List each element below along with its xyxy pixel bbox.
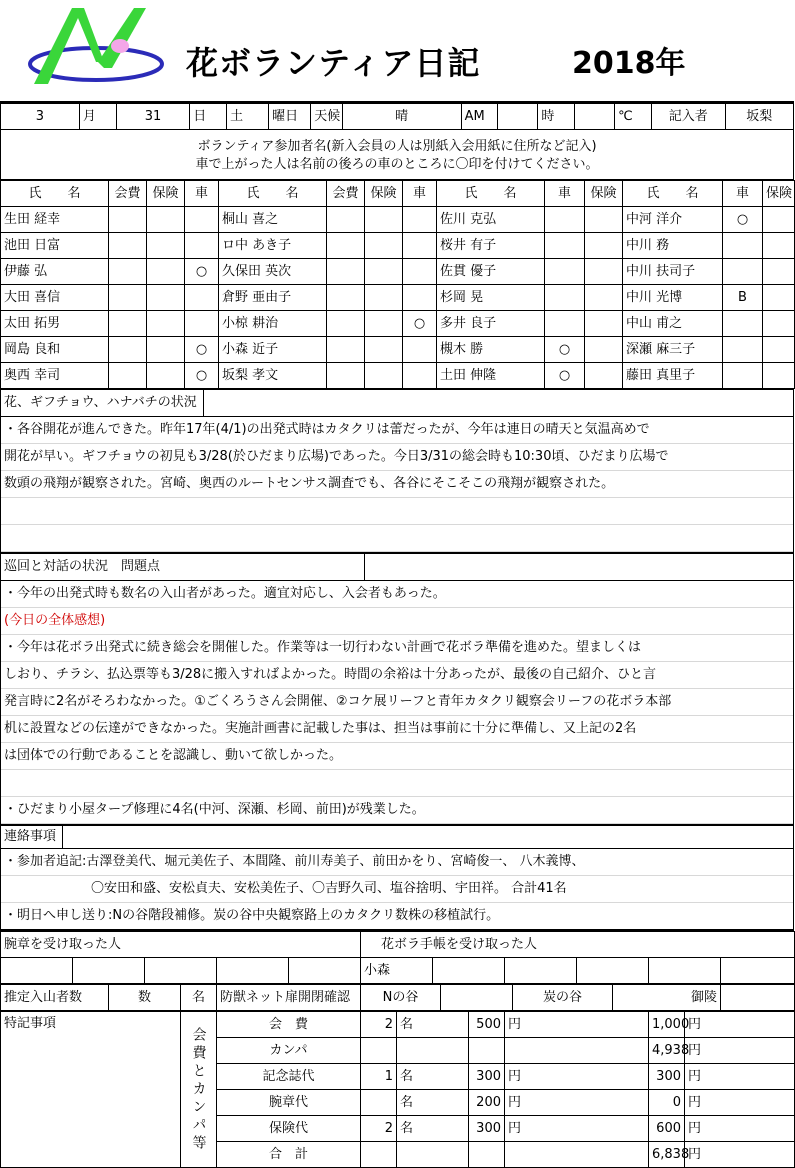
member-car	[545, 207, 585, 233]
member-insurance	[763, 363, 795, 389]
member-car	[403, 207, 437, 233]
participants-note	[0, 130, 794, 180]
member-name: 大田 喜信	[1, 285, 109, 311]
member-insurance	[147, 311, 185, 337]
recorder-value: 坂梨	[725, 104, 794, 130]
name-header: 氏 名	[1, 181, 109, 207]
year-label: 2018年	[572, 46, 686, 81]
fee-header: 会費	[109, 181, 147, 207]
flowers-section	[0, 389, 794, 931]
member-insurance	[763, 259, 795, 285]
fee-price: 300	[469, 1116, 505, 1142]
armband-cell	[73, 958, 145, 984]
participants-note-line1: ボランティア参加者名(新入会員の人は別紙入会用紙に住所など記入)	[197, 139, 597, 154]
member-name: 中川 光博	[623, 285, 723, 311]
member-name: 中川 務	[623, 233, 723, 259]
member-car	[545, 311, 585, 337]
member-name: 奥西 幸司	[1, 363, 109, 389]
member-insurance	[585, 207, 623, 233]
patrol-line: 発言時に2名がそろわなかった。①ごくろうさん会開催、②コケ展リーフと青年カタクリ観察会リーフの花ボラ本部	[1, 689, 793, 716]
header	[0, 0, 794, 103]
fee-price-unit: 円	[505, 1116, 649, 1142]
entry-unit: 名	[181, 985, 217, 1011]
member-insurance	[147, 363, 185, 389]
fee-price: 300	[469, 1064, 505, 1090]
entry-table	[0, 984, 795, 1011]
contact-line: ・参加者追記:古澤登美代、堀元美佐子、本間隆、前川寿美子、前田かをり、宮崎俊一、 八木義博、	[1, 849, 793, 876]
flowers-heading: 花、ギフチョウ、ハナバチの状況	[1, 389, 793, 417]
fee-total: 600	[649, 1116, 685, 1142]
member-name: 岡島 良和	[1, 337, 109, 363]
member-name: 中河 洋介	[623, 207, 723, 233]
member-insurance	[585, 337, 623, 363]
fee-qty-unit: 名	[397, 1116, 469, 1142]
member-insurance	[585, 363, 623, 389]
member-insurance	[365, 285, 403, 311]
member-name: 池田 日富	[1, 233, 109, 259]
month-label: 月	[79, 104, 116, 130]
member-insurance	[147, 337, 185, 363]
member-row	[1, 207, 795, 233]
member-car	[403, 337, 437, 363]
member-row	[1, 311, 795, 337]
member-insurance	[585, 233, 623, 259]
page-title: 花ボランティア日記	[186, 44, 481, 82]
member-car: ○	[185, 363, 219, 389]
name-header: 氏 名	[219, 181, 327, 207]
member-insurance	[585, 259, 623, 285]
fee-item: 会 費	[217, 1012, 361, 1038]
contact-line: 〇安田和盛、安松貞夫、安松美佐子、〇吉野久司、塩谷捨明、宇田祥。 合計41名	[1, 876, 793, 903]
member-insurance	[585, 311, 623, 337]
fee-qty-unit: 名	[397, 1064, 469, 1090]
member-row	[1, 337, 795, 363]
member-car	[723, 363, 763, 389]
members-header-row	[1, 181, 795, 207]
patrol-line: は団体での行動であることを認識し、動いて欲しかった。	[1, 743, 793, 770]
members-table	[0, 180, 795, 389]
fee-total-unit: 円	[685, 1090, 795, 1116]
net-check-label: 防獣ネット扉開閉確認	[217, 985, 361, 1011]
fee-price-unit	[505, 1038, 649, 1064]
participants-note-line2: 車で上がった人は名前の後ろの車のところに〇印を付けてください。	[195, 157, 599, 172]
member-car	[185, 285, 219, 311]
n-valley-value	[441, 985, 513, 1011]
member-car: ○	[403, 311, 437, 337]
member-name: 藤田 真里子	[623, 363, 723, 389]
car-header: 車	[403, 181, 437, 207]
member-fee	[109, 285, 147, 311]
member-fee	[327, 207, 365, 233]
blank-line	[1, 525, 793, 552]
fees-vertical-label: 会費とカンパ等	[181, 1012, 217, 1168]
ampm-value: AM	[461, 104, 498, 130]
member-name: 倉野 亜由子	[219, 285, 327, 311]
insurance-header: 保険	[365, 181, 403, 207]
member-car	[723, 337, 763, 363]
fee-qty: 2	[361, 1012, 397, 1038]
day-value: 31	[116, 104, 190, 130]
entry-count-word: 数	[109, 985, 181, 1011]
fee-item: 保険代	[217, 1116, 361, 1142]
member-row	[1, 259, 795, 285]
fee-qty	[361, 1090, 397, 1116]
member-name: 桐山 喜之	[219, 207, 327, 233]
member-insurance	[365, 259, 403, 285]
member-car	[723, 233, 763, 259]
armband-label: 腕章を受け取った人	[1, 932, 361, 958]
fee-total: 300	[649, 1064, 685, 1090]
fee-total: 6,838	[649, 1142, 685, 1168]
weekday-label: 曜日	[269, 104, 311, 130]
member-name: 生田 経幸	[1, 207, 109, 233]
member-name: 佐川 克弘	[437, 207, 545, 233]
member-insurance	[365, 311, 403, 337]
member-name: 杉岡 晃	[437, 285, 545, 311]
fee-total: 4,938	[649, 1038, 685, 1064]
member-fee	[327, 285, 365, 311]
sumi-valley-label: 炭の谷	[513, 985, 613, 1011]
fee-price-unit	[505, 1142, 649, 1168]
month-value: 3	[1, 104, 80, 130]
member-insurance	[763, 207, 795, 233]
special-notes: 特記事項	[1, 1012, 181, 1168]
date-row	[0, 103, 794, 130]
impression-label: (今日の全体感想)	[1, 608, 793, 635]
member-row	[1, 363, 795, 389]
member-name: 久保田 英次	[219, 259, 327, 285]
recorder-label: 記入者	[651, 104, 725, 130]
goryo-label: 御陵	[613, 985, 721, 1011]
member-insurance	[147, 259, 185, 285]
fee-total-unit: 円	[685, 1116, 795, 1142]
member-name: 太田 拓男	[1, 311, 109, 337]
member-car	[403, 363, 437, 389]
member-fee	[327, 363, 365, 389]
entry-count-label: 推定入山者数	[1, 985, 109, 1011]
fee-total-unit: 円	[685, 1142, 795, 1168]
member-car	[185, 207, 219, 233]
logo-icon	[26, 4, 166, 96]
fee-qty	[361, 1142, 397, 1168]
patrol-line: ・今年の出発式時も数名の入山者があった。適宜対応し、入会者もあった。	[1, 581, 793, 608]
member-car	[185, 233, 219, 259]
member-insurance	[365, 363, 403, 389]
member-car	[545, 259, 585, 285]
member-car	[403, 259, 437, 285]
member-name: ロ中 あき子	[219, 233, 327, 259]
notebook-cell	[649, 958, 721, 984]
fee-price-unit: 円	[505, 1012, 649, 1038]
member-car: ○	[723, 207, 763, 233]
member-car: B	[723, 285, 763, 311]
fee-header: 会費	[327, 181, 365, 207]
fees-table	[0, 1011, 795, 1168]
armband-cell	[1, 958, 73, 984]
member-car	[403, 233, 437, 259]
member-fee	[109, 259, 147, 285]
member-fee	[327, 259, 365, 285]
fee-item: 腕章代	[217, 1090, 361, 1116]
member-row	[1, 285, 795, 311]
member-insurance	[365, 233, 403, 259]
patrol-line: ・ひだまり小屋タープ修理に4名(中河、深瀬、杉岡、前田)が残業した。	[1, 797, 793, 824]
notebook-cell	[577, 958, 649, 984]
patrol-heading: 巡回と対話の状況 問題点	[1, 552, 793, 581]
member-car: ○	[185, 337, 219, 363]
fee-price: 200	[469, 1090, 505, 1116]
member-insurance	[763, 285, 795, 311]
fee-total-unit: 円	[685, 1064, 795, 1090]
fee-item: 記念誌代	[217, 1064, 361, 1090]
patrol-line: しおり、チラシ、払込票等も3/28に搬入すればよかった。時間の余裕は十分あったが、最後の自己紹介、ひと言	[1, 662, 793, 689]
hour-value	[498, 104, 538, 130]
member-insurance	[763, 337, 795, 363]
fee-total-unit: 円	[685, 1038, 795, 1064]
member-name: 槻木 勝	[437, 337, 545, 363]
hour-label: 時	[538, 104, 575, 130]
member-insurance	[763, 233, 795, 259]
contact-heading: 連絡事項	[1, 824, 793, 849]
member-name: 深瀬 麻三子	[623, 337, 723, 363]
fee-qty-unit: 名	[397, 1090, 469, 1116]
member-fee	[109, 207, 147, 233]
fee-qty	[361, 1038, 397, 1064]
member-insurance	[365, 337, 403, 363]
patrol-line: ・今年は花ボラ出発式に続き総会を開催した。作業等は一切行わない計画で花ボラ準備を進めた。望ましくは	[1, 635, 793, 662]
fee-qty-unit: 名	[397, 1012, 469, 1038]
fee-price-unit: 円	[505, 1090, 649, 1116]
temp-value	[575, 104, 615, 130]
insurance-header: 保険	[147, 181, 185, 207]
member-name: 小森 近子	[219, 337, 327, 363]
member-name: 伊藤 弘	[1, 259, 109, 285]
member-name: 土田 伸隆	[437, 363, 545, 389]
notebook-cell	[505, 958, 577, 984]
member-fee	[109, 363, 147, 389]
flowers-line: ・各谷開花が進んできた。昨年17年(4/1)の出発式時はカタクリは蕾だったが、今年は連日の晴天と気温高めで	[1, 417, 793, 444]
member-car	[545, 233, 585, 259]
insurance-header: 保険	[763, 181, 795, 207]
insurance-header: 保険	[585, 181, 623, 207]
fee-total-unit: 円	[685, 1012, 795, 1038]
member-name: 中山 甫之	[623, 311, 723, 337]
member-car	[185, 311, 219, 337]
n-valley-label: Nの谷	[361, 985, 441, 1011]
notebook-cell	[433, 958, 505, 984]
goryo-value	[721, 985, 795, 1011]
member-fee	[109, 233, 147, 259]
member-fee	[109, 337, 147, 363]
member-car	[723, 259, 763, 285]
notebook-cell	[721, 958, 795, 984]
member-row	[1, 233, 795, 259]
member-name: 桜井 有子	[437, 233, 545, 259]
member-name: 多井 良子	[437, 311, 545, 337]
temp-label: ℃	[615, 104, 652, 130]
member-name: 坂梨 孝文	[219, 363, 327, 389]
member-name: 中川 扶司子	[623, 259, 723, 285]
car-header: 車	[185, 181, 219, 207]
day-label: 日	[190, 104, 227, 130]
fee-price	[469, 1038, 505, 1064]
weather-value: 晴	[342, 104, 461, 130]
weekday-value: 土	[227, 104, 269, 130]
weather-label: 天候	[311, 104, 343, 130]
fee-total: 1,000	[649, 1012, 685, 1038]
flowers-line: 開花が早い。ギフチョウの初見も3/28(於ひだまり広場)であった。今日3/31の総会時も10:30頃、ひだまり広場で	[1, 444, 793, 471]
fee-item: 合 計	[217, 1142, 361, 1168]
fee-price	[469, 1142, 505, 1168]
armband-cell	[289, 958, 361, 984]
contact-line: ・明日へ申し送り:Nの谷階段補修。炭の谷中央観察路上のカタクリ数株の移植試行。	[1, 903, 793, 931]
car-header: 車	[545, 181, 585, 207]
flowers-line: 数頭の飛翔が観察された。宮崎、奥西のルートセンサス調査でも、各谷にそこそこの飛翔が観察された。	[1, 471, 793, 498]
blank-line	[1, 498, 793, 525]
notebook-label: 花ボラ手帳を受け取った人	[361, 932, 795, 958]
fee-total: 0	[649, 1090, 685, 1116]
member-car: ○	[185, 259, 219, 285]
member-fee	[327, 233, 365, 259]
fee-item: カンパ	[217, 1038, 361, 1064]
member-name: 小椋 耕治	[219, 311, 327, 337]
armband-cell	[217, 958, 289, 984]
name-header: 氏 名	[623, 181, 723, 207]
armband-cell	[145, 958, 217, 984]
entry-row	[1, 985, 795, 1011]
member-car: ○	[545, 363, 585, 389]
member-car: ○	[545, 337, 585, 363]
member-insurance	[147, 207, 185, 233]
member-insurance	[147, 233, 185, 259]
member-name: 佐貫 優子	[437, 259, 545, 285]
member-insurance	[585, 285, 623, 311]
fee-price: 500	[469, 1012, 505, 1038]
member-insurance	[763, 311, 795, 337]
fee-qty-unit	[397, 1142, 469, 1168]
member-fee	[327, 311, 365, 337]
member-car	[723, 311, 763, 337]
fee-price-unit: 円	[505, 1064, 649, 1090]
patrol-line: 机に設置などの伝達ができなかった。実施計画書に記載した事は、担当は事前に十分に準備し、又上記の2名	[1, 716, 793, 743]
notebook-person: 小森	[361, 958, 433, 984]
member-insurance	[365, 207, 403, 233]
fee-qty: 1	[361, 1064, 397, 1090]
fee-qty: 2	[361, 1116, 397, 1142]
name-header: 氏 名	[437, 181, 545, 207]
member-insurance	[147, 285, 185, 311]
member-car	[403, 285, 437, 311]
car-header: 車	[723, 181, 763, 207]
member-car	[545, 285, 585, 311]
member-fee	[109, 311, 147, 337]
receipt-table	[0, 931, 795, 984]
member-fee	[327, 337, 365, 363]
blank-line	[1, 770, 793, 797]
fee-qty-unit	[397, 1038, 469, 1064]
